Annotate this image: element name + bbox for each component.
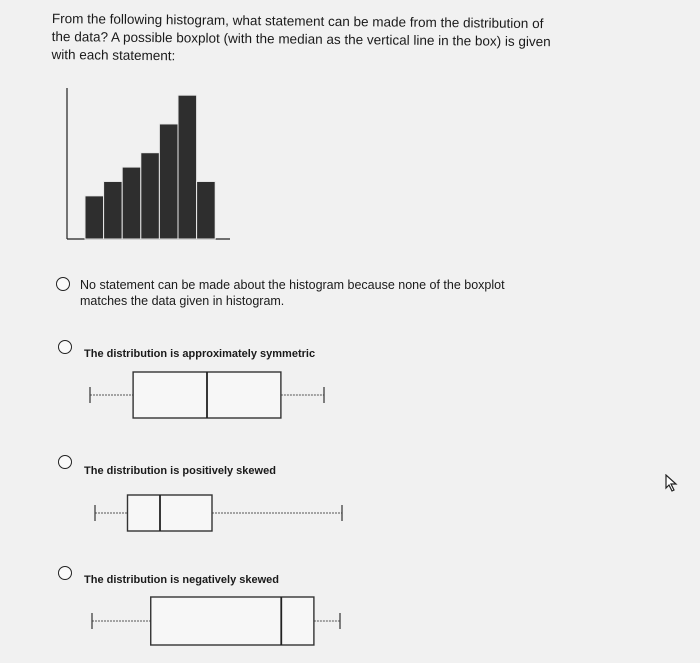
boxplot-box xyxy=(151,597,314,645)
option-3-label: The distribution is positively skewed xyxy=(84,465,276,477)
option-3-boxplot xyxy=(95,495,342,531)
question-line-2: the data? A possible boxplot (with the median as the vertical line in the box) is given xyxy=(51,28,551,50)
option-2-label: The distribution is approximately symmetric xyxy=(84,348,316,360)
question-line-1: From the following histogram, what statement can be made from the distribution of xyxy=(51,10,544,32)
option-4-label: The distribution is negatively skewed xyxy=(84,574,279,586)
option-1-label-line-1: No statement can be made about the histogram because none of the boxplot xyxy=(80,278,505,292)
mouse-cursor-icon xyxy=(664,474,678,492)
option-4-boxplot xyxy=(92,597,340,645)
option-1-label-line-2: matches the data given in histogram. xyxy=(80,294,285,308)
option-2-boxplot xyxy=(90,372,324,418)
boxplot-box xyxy=(128,495,213,531)
question-line-3: with each statement: xyxy=(51,46,176,64)
